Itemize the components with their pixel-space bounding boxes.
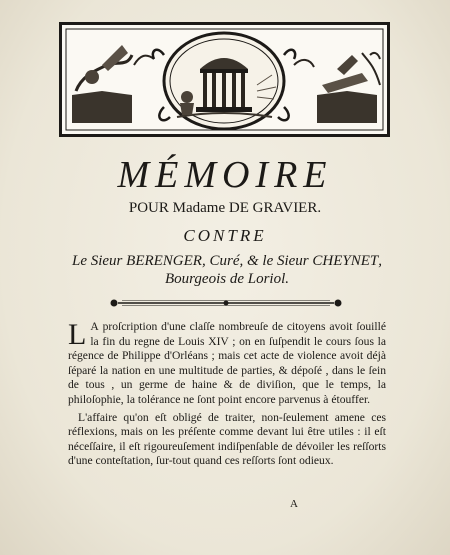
drop-cap: L [68, 318, 87, 351]
paragraph-1-text: proſcription d'une claſſe nombreuſe de citoyens avoit ſouillé la fin du regne de Louis XIV ; on en ſuſpendit le cours ſous la régence de Philippe d'Orléans ; mais cet acte de violence avoit déjà ſéparé la nation en une multitude de parties, & dépoſé , dans le ſein de tous , un germe de haine & de diviſion, que le temps, la philoſophie, la tolérance ne ſont point encore parvenus à étouffer. [68, 320, 386, 406]
paragraph-2: L'affaire qu'on eſt obligé de traiter, non-ſeulement amene ces réflexions, mais on les préſente comme devant lui être utiles : il eſt néceſſaire, il eſt rigoureuſement indiſpenſable de dévoiler les reſſorts d'une conteſtation, ſur-tout quand ces reſſorts ſont odieux. [68, 410, 386, 468]
defendant-comma: , [378, 253, 382, 269]
defendants-line-1 [62, 252, 392, 270]
engraved-headpiece [59, 22, 390, 137]
plaintiff-line [0, 200, 450, 217]
plaintiff-name: DE GRAVIER. [228, 200, 322, 216]
defendants-line-2: Bourgeois de Loriol. [164, 271, 290, 287]
lead-letter: A [90, 320, 99, 333]
contre-heading: CONTRE [183, 226, 267, 245]
pour-prefix: POUR Madame [128, 200, 226, 216]
document-body [68, 320, 386, 469]
document-title: MÉMOIRE [117, 154, 333, 196]
defendant-berenger: BERENGER [126, 253, 202, 269]
defendants [62, 252, 392, 288]
defendant-joiner: , Curé, & le Sieur [201, 253, 309, 269]
headpiece-illustration [62, 25, 387, 134]
defendant-prefix: Le Sieur [71, 253, 123, 269]
paragraph-1 [68, 320, 386, 408]
signature-mark: A [290, 498, 298, 510]
defendant-cheynet: CHEYNET [312, 253, 379, 269]
ornamental-rule [108, 298, 344, 308]
